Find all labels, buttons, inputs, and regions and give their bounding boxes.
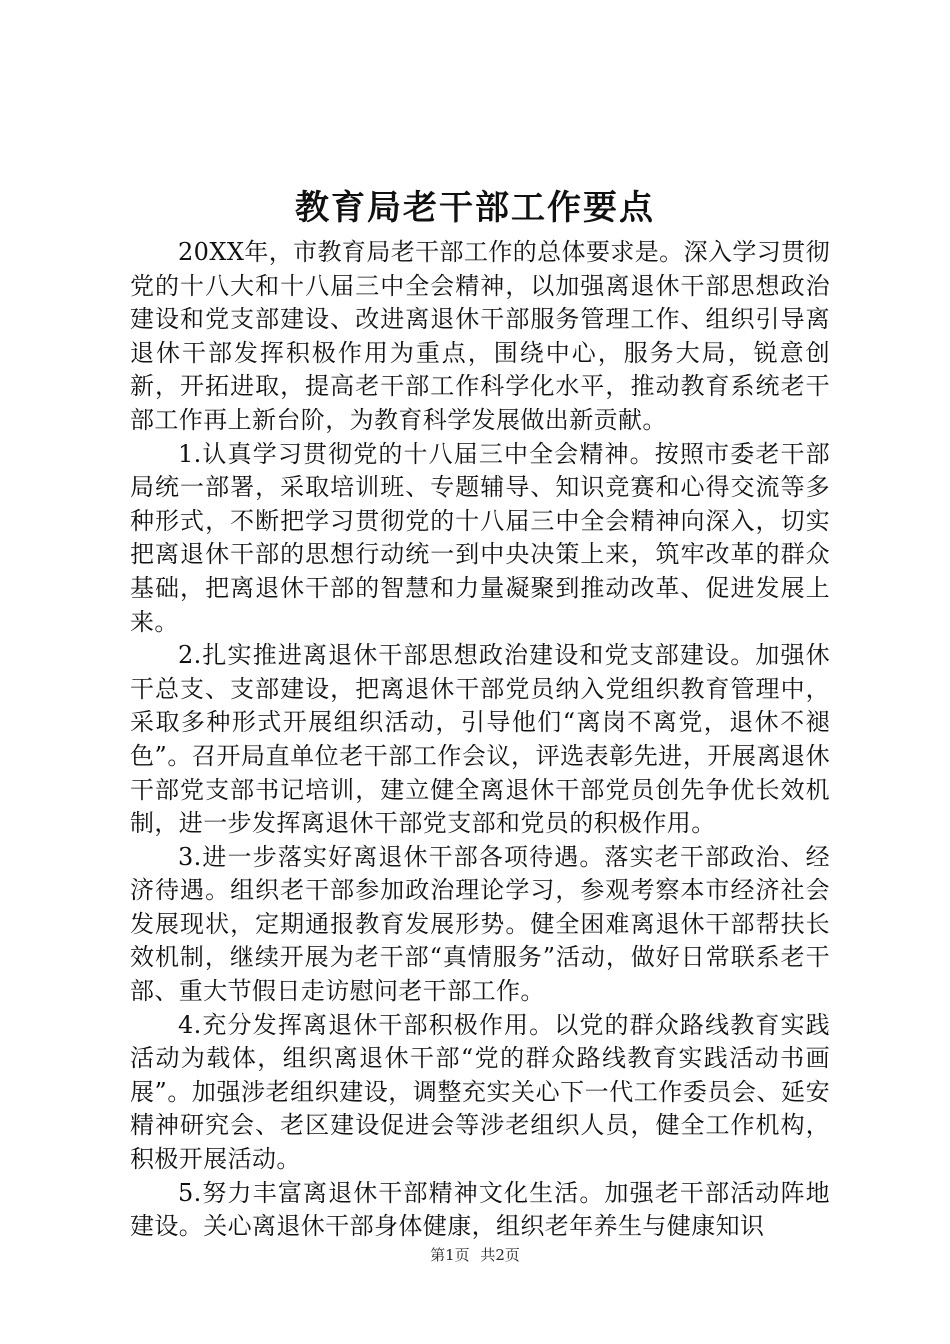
paragraph-intro: 20XX年，市教育局老干部工作的总体要求是。深入学习贯彻党的十八大和十八届三中全会精神，以加强离退休干部思想政治建设和党支部建设、改进离退休干部服务管理工作、组织引导离退休干部发挥积极作用为重点，围绕中心，服务大局，锐意创新，开拓进取，提高老干部工作科学化水平，推动教育系统老干部工作再上新台阶，为教育科学发展做出新贡献。 xyxy=(130,238,830,434)
paragraph-item-4: 4.充分发挥离退休干部积极作用。以党的群众路线教育实践活动为载体，组织离退休干部“党的群众路线教育实践活动书画展”。加强涉老组织建设，调整充实关心下一代工作委员会、延安精神研究会、老区建设促进会等涉老组织人员，健全工作机构，积极开展活动。 xyxy=(130,1010,830,1174)
paragraph-item-1: 1.认真学习贯彻党的十八届三中全会精神。按照市委老干部局统一部署，采取培训班、专题辅导、知识竞赛和心得交流等多种形式，不断把学习贯彻党的十八届三中全会精神向深入，切实把离退休干部的思想行动统一到中央决策上来，筑牢改革的群众基础，把离退休干部的智慧和力量凝聚到推动改革、促进发展上来。 xyxy=(130,439,830,636)
document-body xyxy=(130,236,830,1244)
document-title: 教育局老干部工作要点 xyxy=(295,188,655,228)
paragraph-item-2: 2.扎实推进离退休干部思想政治建设和党支部建设。加强休干总支、支部建设，把离退休干部党员纳入党组织教育管理中，采取多种形式开展组织活动，引导他们“离岗不离党，退休不褪色”。召开局直单位老干部工作会议，评选表彰先进，开展离退休干部党支部书记培训，建立健全离退休干部党员创先争优长效机制，进一步发挥离退休干部党支部和党员的积极作用。 xyxy=(130,641,830,838)
page-footer xyxy=(0,1244,950,1266)
page-total: 共2页 xyxy=(480,1246,520,1264)
paragraph-item-3: 3.进一步落实好离退休干部各项待遇。落实老干部政治、经济待遇。组织老干部参加政治理论学习，参观考察本市经济社会发展现状，定期通报教育发展形势。健全困难离退休干部帮扶长效机制，继续开展为老干部“真情服务”活动，做好日常联系老干部、重大节假日走访慰问老干部工作。 xyxy=(130,842,830,1006)
paragraph-item-5: 5.努力丰富离退休干部精神文化生活。加强老干部活动阵地建设。关心离退休干部身体健康，组织老年养生与健康知识 xyxy=(130,1178,830,1241)
page-number: 第1页 xyxy=(430,1246,470,1264)
